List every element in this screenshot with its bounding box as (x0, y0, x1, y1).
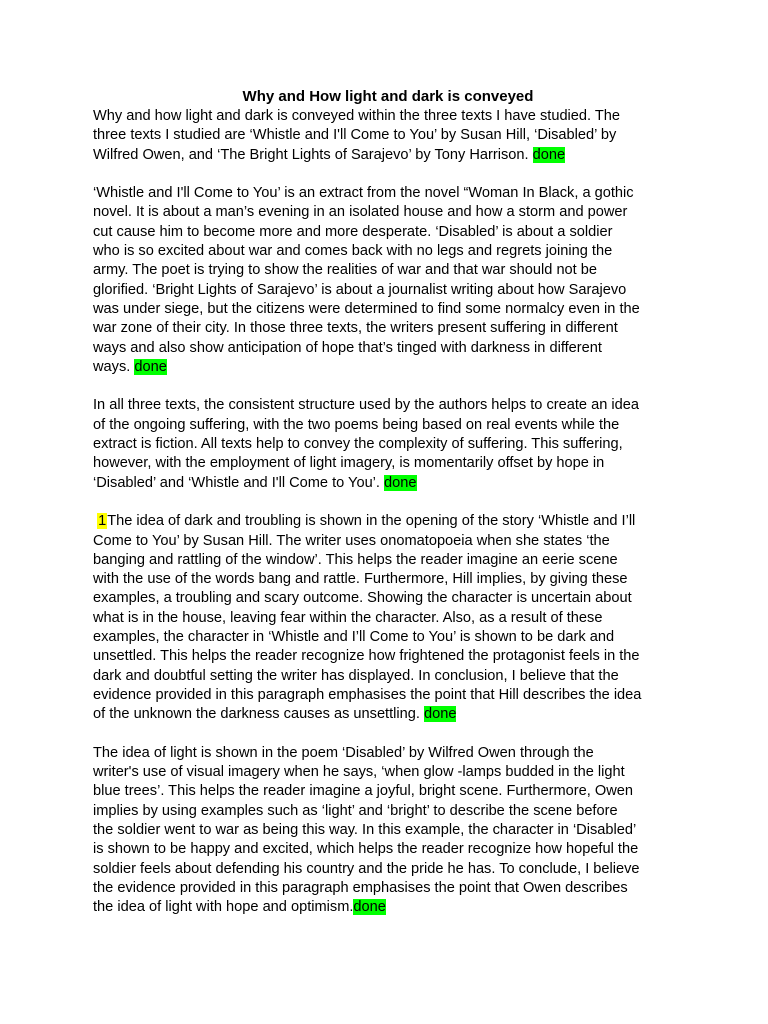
text-line: army. The poet is trying to show the realities of war and that war should not be (93, 262, 598, 279)
done-highlight: done (424, 706, 457, 723)
text-line: of the unknown the darkness causes as unsettling. done (93, 706, 457, 723)
text-line: Come to You’ by Susan Hill. The writer uses onomatopoeia when she states ‘the (93, 532, 610, 549)
text-line: is shown to be happy and excited, which helps the reader recognize how hopeful the (93, 841, 639, 858)
text-line: implies by using examples such as ‘light’ and ‘bright’ to describe the scene before (93, 802, 618, 819)
text-line: examples, the character in ‘Whistle and I’ll Come to You’ is shown to be dark and (93, 629, 615, 646)
text-line: the idea of light with hope and optimism.done (93, 899, 386, 916)
paragraph-structure (93, 396, 683, 492)
text-line: dark and doubtful setting the writer has displayed. In conclusion, I believe that the (93, 667, 619, 684)
text-line: The idea of light is shown in the poem ‘Disabled’ by Wilfred Owen through the (93, 744, 594, 761)
text-line: the evidence provided in this paragraph emphasises the point that Owen describes (93, 879, 628, 896)
text-line: writer's use of visual imagery when he says, ‘when glow -lamps budded in the light (93, 764, 625, 781)
text-line: three texts I studied are ‘Whistle and I'll Come to You’ by Susan Hill, ‘Disabled’ by (93, 127, 617, 144)
text-line: the soldier went to war as being this way. In this example, the character in ‘Disabled’ (93, 821, 637, 838)
paragraph-number-marker: 1 (98, 513, 107, 530)
document-page (93, 86, 683, 937)
text-line: 1The idea of dark and troubling is shown in the opening of the story ‘Whistle and I’ll (98, 513, 636, 530)
paragraph-text-summaries (93, 184, 683, 377)
text-line: what is in the house, leaving fear within the character. Also, as a result of these (93, 609, 603, 626)
paragraph-darkness (93, 512, 683, 724)
done-highlight: done (384, 474, 417, 491)
text-line: war zone of their city. In those three texts, the writers present suffering in different (93, 320, 618, 337)
done-highlight: done (353, 899, 386, 916)
text-line: soldier feels about defending his country and the pride he has. To conclude, I believe (93, 860, 640, 877)
text-line: extract is fiction. All texts help to convey the complexity of suffering. This suffering, (93, 436, 623, 453)
text-line: Why and how light and dark is conveyed within the three texts I have studied. The (93, 108, 621, 124)
text-line: ‘Disabled’ and ‘Whistle and I'll Come to You’. done (93, 474, 417, 491)
text-line: blue trees’. This helps the reader imagine a joyful, bright scene. Furthermore, Owen (93, 783, 633, 800)
done-highlight: done (532, 146, 566, 163)
text-line: glorified. ‘Bright Lights of Sarajevo’ is about a journalist writing about how Sarajevo (93, 281, 627, 298)
text-line: of the ongoing suffering, with the two poems being based on real events while the (93, 416, 620, 433)
text-line: banging and rattling of the window’. This helps the reader imagine an eerie scene (93, 551, 618, 568)
text-line: Wilfred Owen, and ‘The Bright Lights of Sarajevo’ by Tony Harrison. done (93, 146, 566, 163)
text-line: examples, a troubling and scary outcome. Showing the character is uncertain about (93, 590, 632, 607)
text-line: cut cause him to become more and more desperate. ‘Disabled’ is about a soldier (93, 223, 613, 240)
text-line: novel. It is about a man’s evening in an isolated house and how a storm and power (93, 204, 628, 221)
paragraph-light (93, 744, 683, 918)
text-line: ‘Whistle and I'll Come to You’ is an extract from the novel “Woman In Black, a gothic (93, 185, 634, 202)
text-line: evidence provided in this paragraph emphasises the point that Hill describes the idea (93, 686, 642, 703)
text-line: In all three texts, the consistent structure used by the authors helps to create an idea (93, 397, 639, 414)
paragraph-introduction (93, 107, 683, 165)
text-line: ways and also show anticipation of hope that’s tinged with darkness in different (93, 339, 602, 356)
document-title: Why and How light and dark is conveyed (242, 88, 534, 105)
done-highlight: done (134, 358, 167, 375)
text-line: who is so excited about war and comes back with no legs and regrets joining the (93, 243, 613, 260)
text-line: ways. done (93, 358, 167, 375)
text-line: with the use of the words bang and rattle. Furthermore, Hill implies, by giving these (93, 571, 628, 588)
text-line: however, with the employment of light imagery, is momentarily offset by hope in (93, 455, 605, 472)
text-line: unsettled. This helps the reader recognize how frightened the protagonist feels in the (93, 648, 640, 665)
text-line: was under siege, but the citizens were determined to find some normalcy even in the (93, 300, 640, 317)
